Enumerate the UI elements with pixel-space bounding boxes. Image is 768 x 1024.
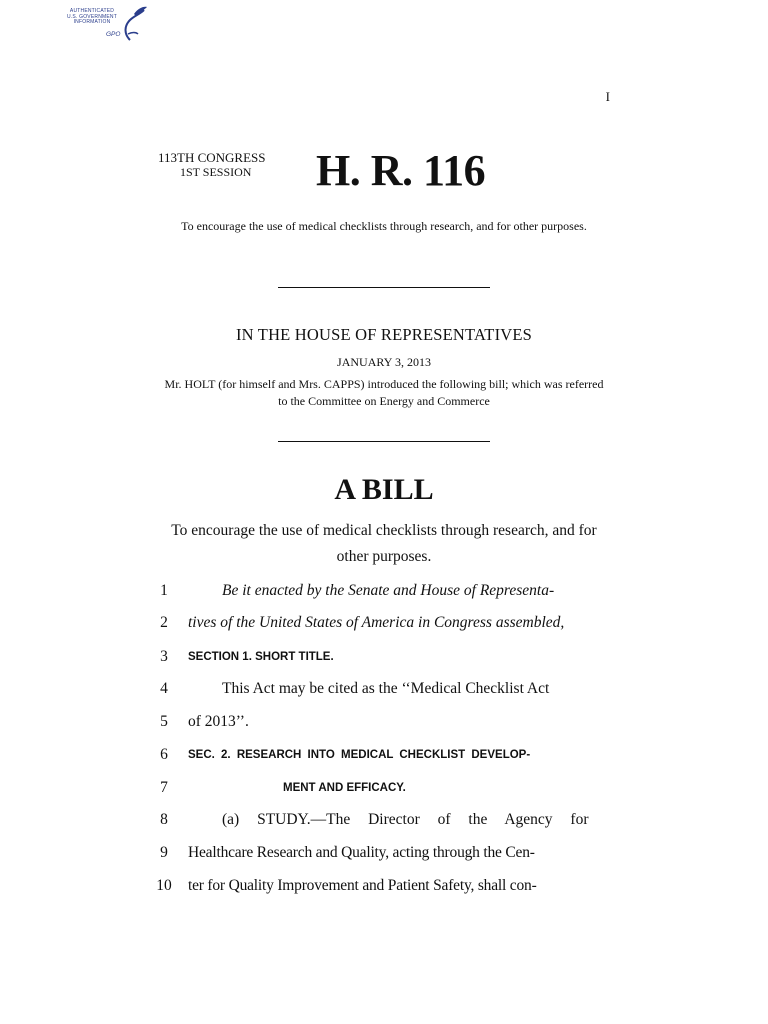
bill-line xyxy=(150,614,610,646)
line-text: (a) STUDY.—The Director of the Agency for xyxy=(222,811,589,828)
bill-line xyxy=(150,877,610,909)
divider-rule xyxy=(278,441,490,442)
line-text: This Act may be cited as the ‘‘Medical Checklist Act xyxy=(222,680,550,697)
line-number: 8 xyxy=(160,811,168,828)
bill-line xyxy=(150,811,610,843)
seal-gpo-label: GPO xyxy=(106,31,121,38)
gpo-seal xyxy=(58,4,148,46)
bill-heading: A BILL xyxy=(334,473,434,506)
section-heading: SECTION 1. SHORT TITLE. xyxy=(188,651,334,663)
line-number: 2 xyxy=(160,614,168,631)
line-text: Healthcare Research and Quality, acting through the Cen- xyxy=(188,844,535,861)
congress-session-block xyxy=(158,150,266,180)
line-number: 5 xyxy=(160,713,168,730)
long-title: To encourage the use of medical checklists through research, and for other purposes. xyxy=(171,522,597,565)
section-heading: SEC. 2. RESEARCH INTO MEDICAL CHECKLIST DEVELOP- xyxy=(188,749,531,761)
chamber-heading: IN THE HOUSE OF REPRESENTATIVES xyxy=(235,325,533,344)
line-number: 3 xyxy=(160,648,168,665)
seal-line-2: U.S. GOVERNMENT xyxy=(67,13,117,20)
bill-line xyxy=(150,746,610,778)
line-text: ter for Quality Improvement and Patient Safety, shall con- xyxy=(188,877,537,894)
line-number: 6 xyxy=(160,746,168,763)
seal-text xyxy=(60,9,124,26)
line-number: 7 xyxy=(160,779,168,796)
page-mark: I xyxy=(605,89,610,104)
session-label: 1ST SESSION xyxy=(180,165,252,179)
bill-line xyxy=(150,648,610,680)
line-number: 10 xyxy=(156,877,172,894)
divider-rule xyxy=(278,287,490,288)
bill-line xyxy=(150,713,610,745)
short-purpose: To encourage the use of medical checklists through research, and for other purposes. xyxy=(181,219,587,233)
section-heading: MENT AND EFFICACY. xyxy=(283,782,406,794)
line-number: 9 xyxy=(160,844,168,861)
line-text: Be it enacted by the Senate and House of Representa- xyxy=(222,582,555,599)
bill-line xyxy=(150,582,610,614)
bill-line xyxy=(150,779,610,811)
line-number: 4 xyxy=(160,680,168,697)
line-text: of 2013’’. xyxy=(188,713,249,730)
line-number: 1 xyxy=(160,582,168,599)
bill-line xyxy=(150,844,610,876)
congress-label: 113TH CONGRESS xyxy=(158,150,266,165)
line-text: tives of the United States of America in Congress assembled, xyxy=(188,614,565,631)
eagle-icon xyxy=(116,4,148,44)
seal-line-3: INFORMATION xyxy=(73,19,111,26)
introduction-date: JANUARY 3, 2013 xyxy=(337,355,431,369)
bill-number: H. R. 116 xyxy=(316,146,486,195)
seal-line-1: AUTHENTICATED xyxy=(69,8,115,14)
introduction-text: Mr. HOLT (for himself and Mrs. CAPPS) introduced the following bill; which was referred to the Committee on Energy and Commerce xyxy=(164,377,604,408)
bill-line xyxy=(150,680,610,712)
